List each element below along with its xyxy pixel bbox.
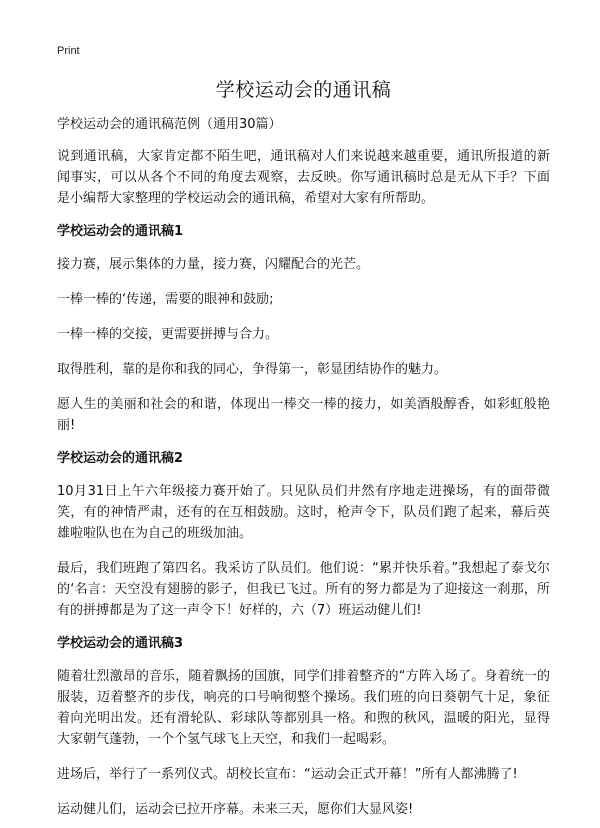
intro-paragraph: 说到通讯稿，大家肯定都不陌生吧，通讯稿对人们来说越来越重要，通讯所报道的新闻事实，可以从各个不同的角度去观察，去反映。你写通讯稿时总是无从下手？下面是小编帮大家整理的学校运动会的通讯稿，希望对大家有所帮助。	[57, 149, 550, 206]
section-1	[57, 223, 550, 436]
paragraph: 愿人生的美丽和社会的和谐，体现出一棒交一棒的接力，如美酒般醇香，如彩虹般艳丽!	[57, 397, 550, 433]
paragraph: 最后，我们班跑了第四名。我采访了队员们。他们说：“累并快乐着。”我想起了泰戈尔的‘名言：天空没有翅膀的影子，但我已飞过。所有的努力都是为了迎接这一刹那，所有的拼搏都是为了这一声令下！好样的，六（7）班运动健儿们!	[57, 561, 550, 618]
section-2	[57, 450, 550, 621]
paragraph: 随着壮烈激昂的音乐，随着飘扬的国旗，同学们排着整齐的“方阵入场了。身着统一的服装，迈着整齐的步伐，响亮的口号响彻整个操场。我们班的向日葵朝气十足，象征着向光明出发。还有滑轮队、彩球队等都别具一格。和煦的秋风，温暖的阳光，显得大家朝气蓬勃，一个个氢气球飞上天空，和我们一起喝彩。	[57, 669, 550, 747]
section-heading: 学校运动会的通讯稿1	[57, 224, 184, 239]
paragraph: 运动健儿们，运动会已拉开序幕。未来三天，愿你们大显风姿!	[57, 802, 414, 817]
paragraph: 接力赛，展示集体的力量，接力赛，闪耀配合的光芒。	[57, 257, 370, 272]
paragraph: 一棒一棒的‘传递，需要的眼神和鼓励;	[57, 292, 274, 307]
paragraph: 取得胜利，靠的是你和我的同心，争得第一，彰显团结协作的魅力。	[57, 362, 448, 377]
paragraph: 进场后，举行了一系列仪式。胡校长宣布：“运动会正式开幕！”所有人都沸腾了!	[57, 767, 518, 782]
paragraph: 10月31日上午六年级接力赛开始了。只见队员们井然有序地走进操场，有的面带微笑，有的神情严肃，还有的在互相鼓励。这时，枪声令下，队员们跑了起来，幕后英雄啦啦队也在为自己的班级加油。	[57, 484, 550, 541]
paragraph: 一棒一棒的交接，更需要拼搏与合力。	[57, 327, 279, 342]
section-heading: 学校运动会的通讯稿3	[57, 636, 184, 651]
document-title: 学校运动会的通讯稿	[215, 79, 392, 101]
section-heading: 学校运动会的通讯稿2	[57, 451, 184, 466]
document-subtitle: 学校运动会的通讯稿范例（通用30篇）	[57, 117, 282, 132]
print-label: Print	[57, 45, 80, 57]
section-3	[57, 635, 550, 820]
